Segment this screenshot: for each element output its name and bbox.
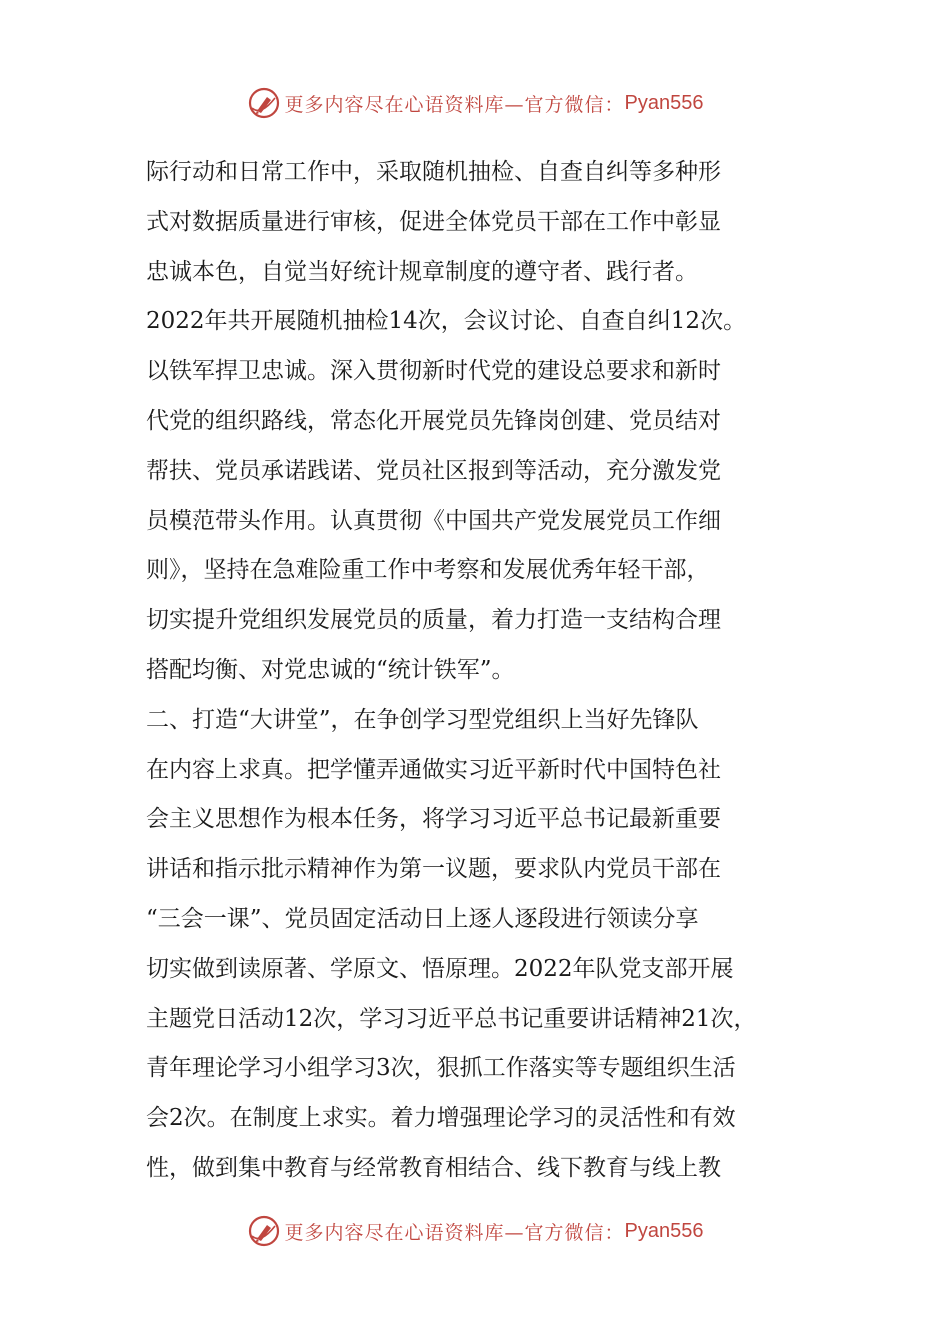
text-line: 代党的组织路线，常态化开展党员先锋岗创建、党员结对	[146, 407, 721, 434]
text-line: 切实提升党组织发展党员的质量，着力打造一支结构合理	[146, 607, 721, 634]
footer-brand-text: 更多内容尽在心语资料库—官方微信：	[284, 1221, 625, 1244]
text-line: 2022年共开展随机抽检14次，会议讨论、自查自纠12次。	[146, 308, 747, 335]
text-line: 青年理论学习小组学习3次，狠抓工作落实等专题组织生活	[146, 1055, 736, 1082]
text-line: 以铁军捍卫忠诚。深入贯彻新时代党的建设总要求和新时	[146, 358, 721, 385]
text-line: 帮扶、党员承诺践诺、党员社区报到等活动，充分激发党	[146, 457, 721, 484]
text-line: 搭配均衡、对党忠诚的“统计铁军”。	[146, 656, 515, 683]
text-line: 式对数据质量进行审核，促进全体党员干部在工作中彰显	[146, 208, 721, 235]
text-line: 切实做到读原著、学原文、悟原理。2022年队党支部开展	[146, 955, 734, 982]
text-line: 讲话和指示批示精神作为第一议题，要求队内党员干部在	[146, 856, 721, 883]
text-line: 忠诚本色，自觉当好统计规章制度的遵守者、践行者。	[146, 258, 698, 285]
text-line: 主题党日活动12次，学习习近平总书记重要讲话精神21次，	[146, 1005, 757, 1032]
section-heading: 二、打造“大讲堂”，在争创学习型党组织上当好先锋队	[146, 706, 699, 733]
text-line: 在内容上求真。把学懂弄通做实习近平新时代中国特色社	[146, 756, 721, 783]
document-body	[146, 148, 816, 1194]
pen-nib-logo-icon	[247, 1214, 281, 1248]
text-line: “三会一课”、党员固定活动日上逐人逐段进行领读分享	[146, 905, 699, 932]
text-line: 会2次。在制度上求实。着力增强理论学习的灵活性和有效	[146, 1105, 736, 1132]
footer-banner	[0, 1211, 950, 1251]
text-line: 际行动和日常工作中，采取随机抽检、自查自纠等多种形	[146, 159, 721, 185]
footer-wechat-id: Pyan556	[624, 1219, 704, 1242]
text-line: 则》，坚持在急难险重工作中考察和发展优秀年轻干部，	[146, 557, 710, 584]
text-line: 性，做到集中教育与经常教育相结合、线下教育与线上教	[146, 1154, 721, 1181]
text-line: 会主义思想作为根本任务，将学习习近平总书记最新重要	[146, 806, 721, 833]
header-brand-text: 更多内容尽在心语资料库—官方微信：	[284, 93, 625, 116]
text-line: 员模范带头作用。认真贯彻《中国共产党发展党员工作细	[146, 507, 721, 534]
pen-nib-logo-icon	[247, 86, 281, 120]
header-wechat-id: Pyan556	[624, 91, 704, 114]
header-banner	[0, 83, 950, 123]
